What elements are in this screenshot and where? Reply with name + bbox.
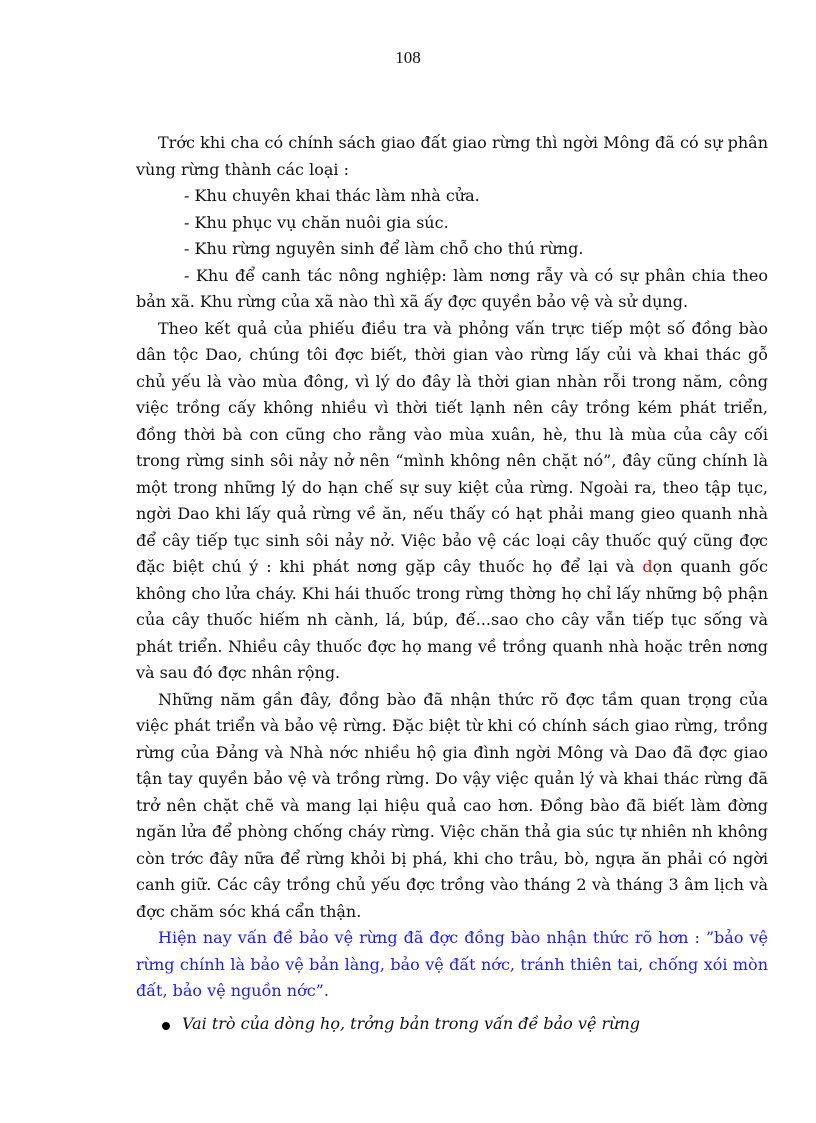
- paragraph-4: Hiện nay vấn đề bảo vệ rừng đã đợc đồng bào nhận thức rõ hơn : ”bảo vệ rừng chính là bảo vệ bản làng, bảo vệ đất nớc, tránh thiên tai, chống xói mòn đất, bảo vệ nguồn nớc”.: [136, 928, 768, 1000]
- bullet-heading-text: Vai trò của dòng họ, trởng bản trong vấn đề bảo vệ rừng: [182, 1013, 640, 1033]
- paragraph-2-end: ọn quanh gốc không cho lửa cháy. Khi hái thuốc trong rừng thờng họ chỉ lấy những bộ phận của cây thuốc hiếm nh cành, lá, búp, đế...sao cho cây vẫn tiếp tục sống và phát triển. Nhiều cây thuốc đợc họ mang về trồng quanh nhà hoặc trên nơng và sau đó đợc nhân rộng.: [136, 557, 768, 682]
- list-item: - Khu chuyên khai thác làm nhà cửa.: [184, 186, 480, 205]
- list-item-text: - Khu để canh tác nông nghiệp: làm nơng rẫy và có sự phân chia theo bản xã. Khu rừng của xã nào thì xã ấy đợc quyền bảo vệ và sử dụng.: [136, 265, 768, 311]
- document-body: [136, 130, 768, 1037]
- list-item: - Khu rừng nguyên sinh để làm chỗ cho thú rừng.: [184, 239, 584, 258]
- bullet-heading: [136, 1011, 768, 1038]
- red-letter: d: [642, 557, 653, 576]
- paragraph-3: Những năm gần đây, đồng bào đã nhận thức rõ đợc tầm quan trọng của việc phát triển và bảo vệ rừng. Đặc biệt từ khi có chính sách giao rừng, trồng rừng của Đảng và Nhà nớc nhiều hộ gia đình ngời Mông và Dao đã đợc giao tận tay quyền bảo vệ và trồng rừng. Do vậy việc quản lý và khai thác rừng đã trở nên chặt chẽ và mang lại hiệu quả cao hơn. Đồng bào đã biết làm đờng ngăn lửa để phòng chống cháy rừng. Việc chăn thả gia súc tự nhiên nh không còn trớc đây nữa để rừng khỏi bị phá, khi cho trâu, bò, ngựa ăn phải có ngời canh giữ. Các cây trồng chủ yếu đợc trồng vào tháng 2 và tháng 3 âm lịch và đợc chăm sóc khá cẩn thận.: [136, 689, 768, 921]
- paragraph-1: Trớc khi cha có chính sách giao đất giao rừng thì ngời Mông đã có sự phân vùng rừng thành các loại :: [136, 133, 768, 179]
- bullet-icon: [162, 1022, 170, 1030]
- paragraph-2: [136, 316, 768, 687]
- page-number: 108: [395, 48, 421, 67]
- list-item-wrapped: [136, 263, 768, 316]
- list-item: - Khu phục vụ chăn nuôi gia súc.: [184, 212, 449, 232]
- paragraph-2-start: Theo kết quả của phiếu điều tra và phỏng vấn trực tiếp một số đồng bào dân tộc Dao, chúng tôi đợc biết, thời gian vào rừng lấy củi và khai thác gỗ chủ yếu là vào mùa đông, vì lý do đây là thời gian nhàn rỗi trong năm, công việc trồng cấy không nhiều vì thời tiết lạnh nên cây trồng kém phát triển, đồng thời bà con cũng cho rằng vào mùa xuân, hè, thu là mùa của cây cối trong rừng sinh sôi nảy nở nên “mình không nên chặt nó”, đây cũng chính là một trong những lý do hạn chế sự suy kiệt của rừng. Ngoài ra, theo tập tục, ngời Dao khi lấy quả rừng về ăn, nếu thấy có hạt phải mang gieo quanh nhà để cây tiếp tục sinh sôi nảy nở. Việc bảo vệ các loại cây thuốc quý cũng đợc đặc biệt chú ý : khi phát nơng gặp cây thuốc họ để lại và: [136, 318, 768, 576]
